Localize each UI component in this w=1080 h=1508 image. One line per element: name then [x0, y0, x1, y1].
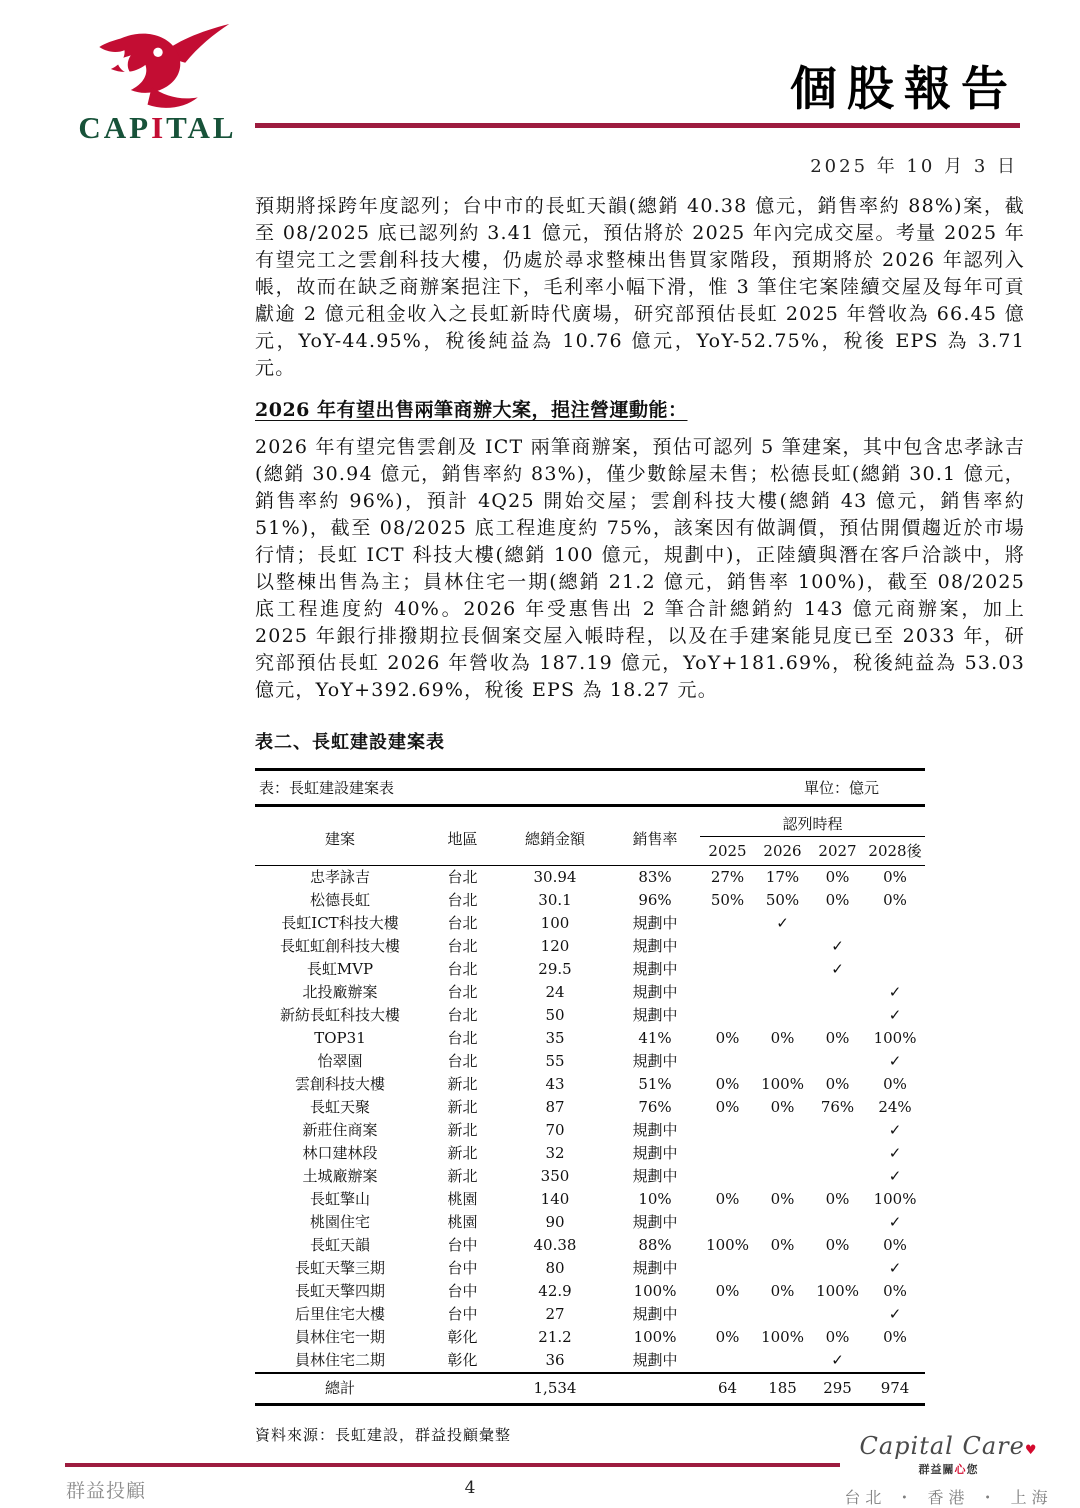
region-cell: 新北 — [447, 1121, 478, 1139]
rate-cell: 41% — [638, 1029, 672, 1047]
report-body — [255, 193, 1025, 1445]
project-name: 新紡長虹科技大樓 — [279, 1006, 400, 1024]
amount-cell: 24 — [545, 983, 565, 1001]
rate-cell: 規劃中 — [632, 1144, 678, 1162]
project-rows — [255, 866, 925, 1374]
amount-cell: 80 — [545, 1259, 565, 1277]
y2025-cell — [700, 1303, 755, 1326]
total-2028: 974 — [865, 1373, 925, 1405]
total-2026: 185 — [755, 1373, 810, 1405]
heart-icon: ♥ — [1024, 1443, 1038, 1458]
y2026-cell: 100% — [761, 1075, 804, 1093]
y2026-cell — [755, 1349, 810, 1373]
y2028-cell — [865, 1349, 925, 1373]
y2028-cell — [865, 935, 925, 958]
table-row — [255, 1096, 925, 1119]
y2027-cell — [810, 1004, 865, 1027]
y2027-cell — [810, 1257, 865, 1280]
y2027-cell: 100% — [816, 1282, 859, 1300]
source-note: 資料來源：長虹建設，群益投顧彙整 — [255, 1426, 512, 1444]
y2028-cell: ✓ — [888, 1006, 902, 1024]
col-group-schedule: 認列時程 — [700, 806, 925, 837]
region-cell: 台北 — [447, 1029, 478, 1047]
col-header-2026: 2026 — [755, 837, 810, 866]
office-locations: 台北 ・ 香港 ・ 上海 — [844, 1488, 1053, 1507]
region-cell: 台北 — [447, 1052, 478, 1070]
amount-cell: 90 — [545, 1213, 565, 1231]
table-row — [255, 1119, 925, 1142]
total-row — [255, 1373, 925, 1405]
y2028-cell: 0% — [883, 1328, 907, 1346]
table-row — [255, 866, 925, 890]
total-label: 總計 — [255, 1373, 425, 1405]
table-inner-title: 表：長虹建設建案表 — [255, 770, 700, 806]
col-header-rate: 銷售率 — [610, 806, 700, 866]
y2026-cell — [755, 935, 810, 958]
project-name: 員林住宅二期 — [294, 1351, 385, 1369]
table-row — [255, 1257, 925, 1280]
table-row — [255, 958, 925, 981]
y2028-cell: ✓ — [888, 983, 902, 1001]
region-cell: 新北 — [447, 1167, 478, 1185]
col-header-amount: 總銷金額 — [500, 806, 610, 866]
footer-divider — [65, 1463, 840, 1467]
total-amount: 1,534 — [500, 1373, 610, 1405]
section-heading: 2026 年有望出售兩筆商辦大案，挹注營運動能： — [255, 399, 688, 421]
table-row — [255, 912, 925, 935]
y2025-cell — [700, 1165, 755, 1188]
y2026-cell: 0% — [770, 1282, 795, 1300]
y2027-cell: 0% — [825, 1328, 850, 1346]
title-divider — [255, 123, 1020, 128]
region-cell: 台北 — [447, 1006, 478, 1024]
y2025-cell: 0% — [715, 1328, 740, 1346]
region-cell: 台中 — [447, 1236, 478, 1254]
y2028-cell: 100% — [873, 1029, 917, 1047]
paragraph-2: 2026 年有望完售雲創及 ICT 兩筆商辦案，預估可認列 5 筆建案，其中包含忠孝詠吉(總銷 30.94 億元，銷售率約 83%)，僅少數餘屋未售；松德長虹(總銷 30.1 億元，銷售率約 96%)，預計 4Q25 開始交屋；雲創科技大樓(總銷 43 億元，銷售率約 51%)，截至 08/2025 底工程進度約 75%，該案因有做調價，預估開價趨近於市場行情；長虹 ICT 科技大樓(總銷 100 億元，規劃中)，正陸續與潛在客戶洽談中，將以整棟出售為主；員林住宅一期(總銷 21.2 億元，銷售率 100%)，截至 08/2025 底工程進度約 40%。2026 年受惠售出 2 筆合計總銷約 143 億元商辦案，加上 2025 年銀行排撥期拉長個案交屋入帳時程，以及在手建案能見度已至 2033 年，研究部預估長虹 2026 年營收為 187.19 億元，YoY+181.69%，稅後純益為 53.03 億元，YoY+392.69%，稅後 EPS 為 18.27 元。 — [255, 436, 1025, 701]
project-name: 新莊住商案 — [302, 1121, 378, 1139]
region-cell: 新北 — [447, 1075, 478, 1093]
y2026-cell: 0% — [770, 1098, 795, 1116]
y2028-cell — [865, 912, 925, 935]
table-row — [255, 1303, 925, 1326]
table-row — [255, 1234, 925, 1257]
amount-cell: 40.38 — [533, 1236, 577, 1254]
y2026-cell: 0% — [770, 1190, 795, 1208]
y2025-cell — [700, 1119, 755, 1142]
y2026-cell: 100% — [761, 1328, 804, 1346]
y2027-cell: 0% — [825, 1190, 850, 1208]
amount-cell: 21.2 — [538, 1328, 572, 1346]
project-name: 長虹MVP — [306, 960, 374, 978]
y2026-cell: 0% — [770, 1236, 795, 1254]
amount-cell: 50 — [545, 1006, 565, 1024]
table-unit-label: 單位：億元 — [700, 770, 925, 806]
col-header-2025: 2025 — [700, 837, 755, 866]
y2028-cell: 0% — [883, 1282, 907, 1300]
project-name: 長虹虹創科技大樓 — [279, 937, 400, 955]
rate-cell: 規劃中 — [632, 1167, 678, 1185]
y2028-cell: ✓ — [888, 1121, 902, 1139]
y2026-cell — [755, 1004, 810, 1027]
table-row — [255, 1004, 925, 1027]
amount-cell: 70 — [545, 1121, 565, 1139]
rate-cell: 規劃中 — [632, 1259, 678, 1277]
region-cell: 台中 — [447, 1259, 478, 1277]
amount-cell: 30.94 — [533, 868, 577, 886]
amount-cell: 140 — [540, 1190, 570, 1208]
table-row — [255, 935, 925, 958]
table-meta-row — [255, 770, 925, 806]
y2026-cell — [755, 981, 810, 1004]
rate-cell: 10% — [638, 1190, 672, 1208]
y2025-cell — [700, 912, 755, 935]
col-header-region: 地區 — [425, 806, 500, 866]
table-row — [255, 1142, 925, 1165]
amount-cell: 100 — [540, 914, 570, 932]
y2026-cell — [755, 1211, 810, 1234]
capital-care-script: Capital Care♥ — [859, 1432, 1038, 1460]
rate-cell: 100% — [633, 1328, 677, 1346]
project-name: 林口建林段 — [302, 1144, 378, 1162]
y2025-cell — [700, 1211, 755, 1234]
y2025-cell: 27% — [710, 868, 745, 886]
y2028-cell: 0% — [883, 1236, 907, 1254]
col-header-2027: 2027 — [810, 837, 865, 866]
table-caption: 表二、長虹建設建案表 — [255, 732, 445, 753]
y2027-cell: ✓ — [831, 937, 844, 955]
amount-cell: 29.5 — [538, 960, 572, 978]
project-name: 北投廠辦案 — [302, 983, 378, 1001]
amount-cell: 36 — [545, 1351, 565, 1369]
y2027-cell — [810, 1165, 865, 1188]
y2028-cell: ✓ — [888, 1144, 902, 1162]
y2027-cell — [810, 912, 865, 935]
y2026-cell — [755, 1303, 810, 1326]
table-row — [255, 1050, 925, 1073]
rate-cell: 88% — [638, 1236, 672, 1254]
y2027-cell — [810, 981, 865, 1004]
y2027-cell: 0% — [825, 891, 850, 909]
y2028-cell: ✓ — [888, 1213, 902, 1231]
project-name: 長虹天聚 — [309, 1098, 370, 1116]
y2025-cell: 100% — [706, 1236, 749, 1254]
y2025-cell: 0% — [715, 1075, 740, 1093]
capital-logo — [70, 24, 245, 143]
y2028-cell: 0% — [883, 1075, 907, 1093]
paragraph-1: 預期將採跨年度認列；台中市的長虹天韻(總銷 40.38 億元，銷售率約 88%)案，截至 08/2025 底已認列約 3.41 億元，預估將於 2025 年內完成交屋。考量 2025 年有望完工之雲創科技大樓，仍處於尋求整棟出售買家階段，預期將於 2026 年認列入帳，故而在缺乏商辦案挹注下，毛利率小幅下滑，惟 3 筆住宅案陸續交屋及每年可貢獻逾 2 億元租金收入之長虹新時代廣場，研究部預估長虹 2025 年營收為 66.45 億元，YoY-44.95%，稅後純益為 10.76 億元，YoY-52.75%，稅後 EPS 為 3.71 元。 — [255, 195, 1025, 379]
project-name: 員林住宅一期 — [294, 1328, 385, 1346]
rate-cell: 規劃中 — [632, 1305, 678, 1323]
region-cell: 台中 — [447, 1282, 478, 1300]
region-cell: 台中 — [447, 1305, 478, 1323]
amount-cell: 43 — [545, 1075, 565, 1093]
projects-table — [255, 768, 925, 1406]
project-name: 長虹擎山 — [309, 1190, 370, 1208]
y2025-cell: 0% — [715, 1190, 740, 1208]
total-rate — [610, 1373, 700, 1405]
y2027-cell: 0% — [825, 1029, 850, 1047]
page-title: 個股報告 — [790, 62, 1018, 117]
y2026-cell — [755, 1165, 810, 1188]
table-row — [255, 1280, 925, 1303]
project-name: 長虹ICT科技大樓 — [281, 914, 399, 932]
project-name: TOP31 — [314, 1029, 366, 1047]
region-cell: 台北 — [447, 960, 478, 978]
total-2027: 295 — [810, 1373, 865, 1405]
col-header-2028: 2028後 — [865, 837, 925, 866]
amount-cell: 87 — [545, 1098, 565, 1116]
project-name: 長虹天擎四期 — [294, 1282, 385, 1300]
region-cell: 台北 — [447, 891, 478, 909]
y2026-cell — [755, 1257, 810, 1280]
capital-care-slogan: 群益關心您 — [918, 1463, 979, 1476]
y2028-cell: 0% — [883, 891, 907, 909]
rate-cell: 規劃中 — [632, 1006, 678, 1024]
table-row — [255, 1073, 925, 1096]
rate-cell: 規劃中 — [632, 937, 678, 955]
rate-cell: 規劃中 — [632, 983, 678, 1001]
region-cell: 新北 — [447, 1098, 478, 1116]
y2026-cell — [755, 1142, 810, 1165]
y2027-cell — [810, 1119, 865, 1142]
y2026-cell — [755, 1119, 810, 1142]
table-row — [255, 1211, 925, 1234]
y2027-cell — [810, 1303, 865, 1326]
amount-cell: 120 — [540, 937, 570, 955]
region-cell: 台北 — [447, 868, 478, 886]
y2027-cell — [810, 1211, 865, 1234]
project-name: 后里住宅大樓 — [294, 1305, 385, 1323]
y2025-cell — [700, 1349, 755, 1373]
table-row — [255, 981, 925, 1004]
footer-company: 群益投顧 — [66, 1480, 147, 1502]
col-header-project: 建案 — [255, 806, 425, 866]
rate-cell: 100% — [633, 1282, 677, 1300]
table-row — [255, 1349, 925, 1373]
project-name: 長虹天韻 — [309, 1236, 370, 1254]
capital-care-logo — [831, 1432, 1066, 1508]
table-row — [255, 1326, 925, 1349]
eagle-icon — [84, 24, 232, 112]
region-cell: 桃園 — [447, 1190, 478, 1208]
y2026-cell: 17% — [765, 868, 800, 886]
project-name: 土城廠辦案 — [302, 1167, 378, 1185]
y2025-cell — [700, 1257, 755, 1280]
y2025-cell: 0% — [715, 1098, 740, 1116]
total-region — [425, 1373, 500, 1405]
y2027-cell: ✓ — [831, 960, 844, 978]
rate-cell: 83% — [638, 868, 672, 886]
y2028-cell: ✓ — [888, 1259, 902, 1277]
amount-cell: 30.1 — [538, 891, 572, 909]
table-header-row-1 — [255, 806, 925, 837]
table-row — [255, 889, 925, 912]
region-cell: 彰化 — [447, 1328, 478, 1346]
y2025-cell: 0% — [715, 1029, 740, 1047]
capital-wordmark: CAPITAL — [78, 110, 237, 145]
rate-cell: 規劃中 — [632, 1351, 678, 1369]
y2025-cell — [700, 981, 755, 1004]
y2025-cell — [700, 935, 755, 958]
amount-cell: 32 — [545, 1144, 565, 1162]
total-2025: 64 — [700, 1373, 755, 1405]
project-name: 雲創科技大樓 — [294, 1075, 385, 1093]
region-cell: 台北 — [447, 914, 478, 932]
project-name: 桃園住宅 — [309, 1213, 370, 1231]
rate-cell: 96% — [638, 891, 672, 909]
y2026-cell: 0% — [770, 1029, 795, 1047]
y2026-cell: 50% — [765, 891, 800, 909]
region-cell: 台北 — [447, 983, 478, 1001]
y2027-cell: 0% — [825, 868, 850, 886]
y2026-cell — [755, 1050, 810, 1073]
y2028-cell: 24% — [878, 1098, 912, 1116]
y2025-cell: 50% — [710, 891, 745, 909]
y2025-cell — [700, 1004, 755, 1027]
region-cell: 桃園 — [447, 1213, 478, 1231]
amount-cell: 55 — [545, 1052, 565, 1070]
amount-cell: 35 — [545, 1029, 565, 1047]
project-name: 長虹天擎三期 — [294, 1259, 385, 1277]
project-name: 忠孝詠吉 — [309, 868, 370, 886]
table-row — [255, 1027, 925, 1050]
y2028-cell: ✓ — [888, 1305, 902, 1323]
project-name: 松德長虹 — [309, 891, 370, 909]
y2028-cell — [865, 958, 925, 981]
y2027-cell — [810, 1050, 865, 1073]
amount-cell: 350 — [540, 1167, 570, 1185]
rate-cell: 規劃中 — [632, 1052, 678, 1070]
y2027-cell — [810, 1142, 865, 1165]
y2027-cell: ✓ — [831, 1351, 844, 1369]
y2025-cell — [700, 1142, 755, 1165]
rate-cell: 51% — [638, 1075, 672, 1093]
region-cell: 新北 — [447, 1144, 478, 1162]
rate-cell: 規劃中 — [632, 1213, 678, 1231]
y2025-cell — [700, 1050, 755, 1073]
y2028-cell: 0% — [883, 868, 907, 886]
y2025-cell: 0% — [715, 1282, 740, 1300]
y2027-cell: 76% — [820, 1098, 855, 1116]
region-cell: 台北 — [447, 937, 478, 955]
y2028-cell: 100% — [873, 1190, 917, 1208]
amount-cell: 27 — [545, 1305, 565, 1323]
region-cell: 彰化 — [447, 1351, 478, 1369]
y2027-cell: 0% — [825, 1236, 850, 1254]
y2028-cell: ✓ — [888, 1167, 902, 1185]
project-name: 怡翠園 — [317, 1052, 363, 1070]
rate-cell: 76% — [638, 1098, 672, 1116]
y2026-cell — [755, 958, 810, 981]
y2027-cell: 0% — [825, 1075, 850, 1093]
y2028-cell: ✓ — [888, 1052, 902, 1070]
page-number: 4 — [464, 1478, 476, 1498]
table-row — [255, 1165, 925, 1188]
rate-cell: 規劃中 — [632, 914, 678, 932]
y2026-cell: ✓ — [776, 914, 789, 932]
report-date: 2025 年 10 月 3 日 — [810, 156, 1018, 177]
rate-cell: 規劃中 — [632, 1121, 678, 1139]
y2025-cell — [700, 958, 755, 981]
amount-cell: 42.9 — [538, 1282, 572, 1300]
rate-cell: 規劃中 — [632, 960, 678, 978]
table-row — [255, 1188, 925, 1211]
